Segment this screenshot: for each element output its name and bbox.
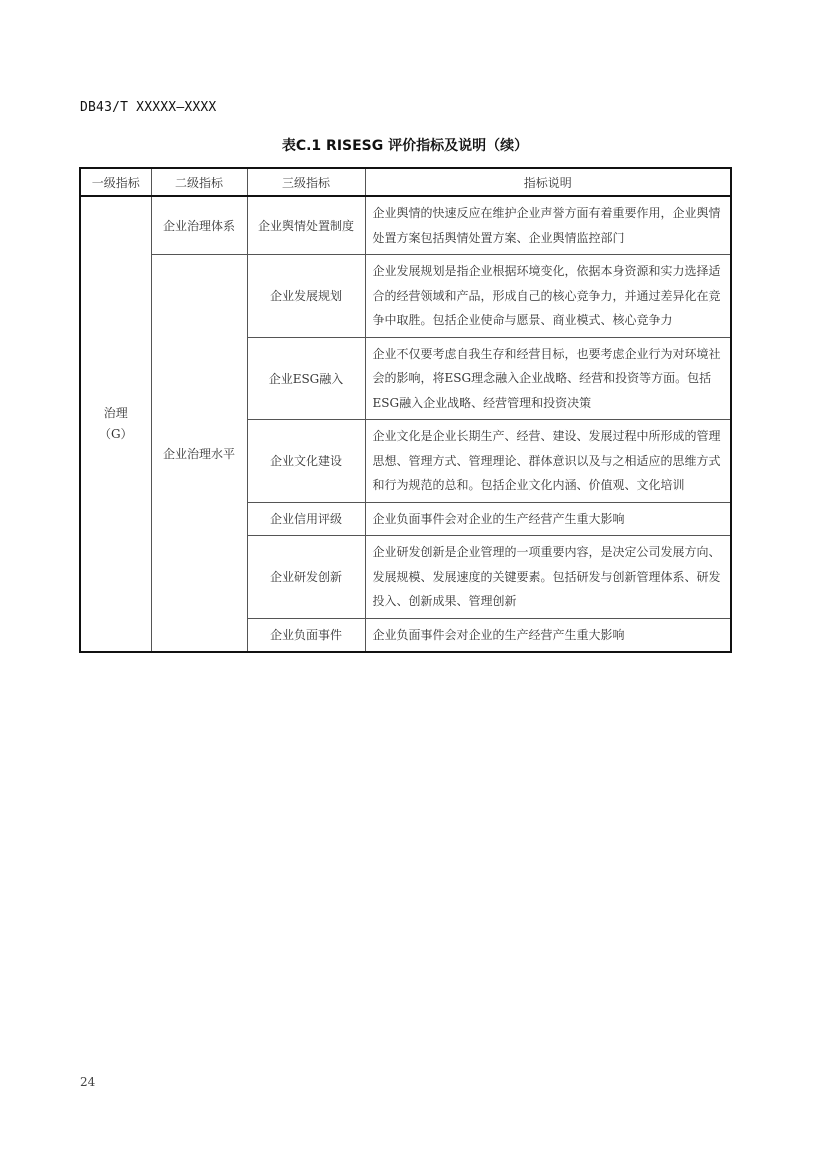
level2-cell: 企业治理水平 bbox=[151, 255, 247, 653]
table-header-row bbox=[80, 168, 731, 196]
level1-cell bbox=[80, 196, 151, 652]
table-title: 表C.1 RISESG 评价指标及说明（续） bbox=[281, 138, 529, 154]
description-cell: 企业研发创新是企业管理的一项重要内容，是决定公司发展方向、发展规模、发展速度的关键要素。包括研发与创新管理体系、研发投入、创新成果、管理创新 bbox=[365, 536, 731, 619]
description-cell: 企业不仅要考虑自我生存和经营目标，也要考虑企业行为对环境社会的影响，将ESG理念融入企业战略、经营和投资等方面。包括ESG融入企业战略、经营管理和投资决策 bbox=[365, 337, 731, 420]
table-row bbox=[80, 255, 731, 338]
level3-cell: 企业研发创新 bbox=[247, 536, 365, 619]
level2-cell: 企业治理体系 bbox=[151, 196, 247, 255]
level3-cell: 企业负面事件 bbox=[247, 618, 365, 652]
level1-name: 治理 bbox=[103, 406, 128, 420]
column-header-level3: 三级指标 bbox=[247, 168, 365, 196]
description-cell: 企业舆情的快速反应在维护企业声誉方面有着重要作用，企业舆情处置方案包括舆情处置方案、企业舆情监控部门 bbox=[365, 196, 731, 255]
level3-cell: 企业ESG融入 bbox=[247, 337, 365, 420]
description-cell: 企业文化是企业长期生产、经营、建设、发展过程中所形成的管理思想、管理方式、管理理论、群体意识以及与之相适应的思维方式和行为规范的总和。包括企业文化内涵、价值观、文化培训 bbox=[365, 420, 731, 503]
level1-code: （G） bbox=[98, 427, 133, 441]
column-header-description: 指标说明 bbox=[365, 168, 731, 196]
level3-cell: 企业舆情处置制度 bbox=[247, 196, 365, 255]
column-header-level1: 一级指标 bbox=[80, 168, 151, 196]
indicator-table bbox=[79, 167, 732, 653]
description-cell: 企业负面事件会对企业的生产经营产生重大影响 bbox=[365, 618, 731, 652]
description-cell: 企业发展规划是指企业根据环境变化，依据本身资源和实力选择适合的经营领域和产品，形成自己的核心竞争力，并通过差异化在竞争中取胜。包括企业使命与愿景、商业模式、核心竞争力 bbox=[365, 255, 731, 338]
column-header-level2: 二级指标 bbox=[151, 168, 247, 196]
level3-cell: 企业文化建设 bbox=[247, 420, 365, 503]
level3-cell: 企业信用评级 bbox=[247, 502, 365, 536]
level3-cell: 企业发展规划 bbox=[247, 255, 365, 338]
page-number: 24 bbox=[80, 1075, 96, 1089]
table-row bbox=[80, 196, 731, 255]
description-cell: 企业负面事件会对企业的生产经营产生重大影响 bbox=[365, 502, 731, 536]
document-code: DB43/T XXXXX—XXXX bbox=[80, 100, 217, 115]
